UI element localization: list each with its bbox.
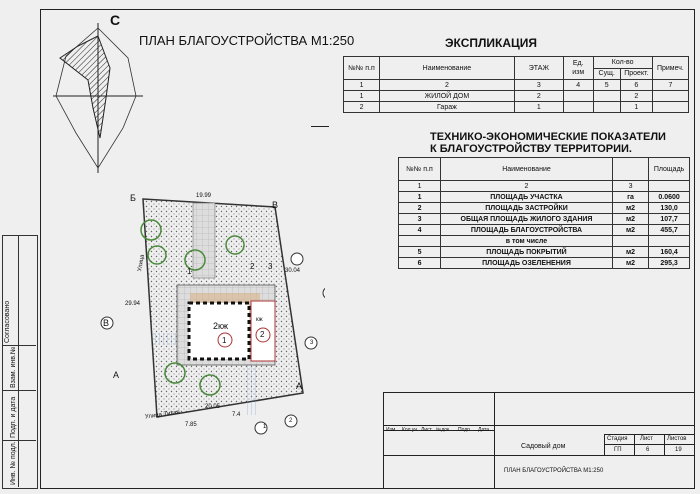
tb-col-doc: №док <box>436 427 450 433</box>
tb-sheet: 6 <box>646 447 650 453</box>
explication-index-row: 1 2 3 4 5 6 7 <box>344 80 689 91</box>
table-row: 2 Гараж 1 1 <box>344 102 689 113</box>
street-bottom: Улица Тихая <box>144 409 181 421</box>
tb-col-date: Дата <box>478 427 490 433</box>
dim-b2: 7.4 <box>232 412 241 418</box>
tb-stage-h: Стадия <box>607 436 628 442</box>
table-row: в том числе <box>399 236 690 247</box>
room-label: 2кж <box>213 321 228 331</box>
corner-b-top: Б <box>130 193 136 203</box>
corner-v-left: В <box>103 318 110 328</box>
house-mark-1: 1 <box>222 336 227 345</box>
wind-rose <box>48 18 148 178</box>
table-row: 1 ПЛОЩАДЬ УЧАСТКА га 0.0600 <box>399 192 690 203</box>
dim-bottom: 20.05 <box>205 404 221 410</box>
stamp-agreed: Согласовано <box>4 300 11 343</box>
table-row: 5 ПЛОЩАДЬ ПОКРЫТИЙ м2 160,4 <box>399 247 690 258</box>
explication-table: №№ п.п Наименование ЭТАЖ Ед. изм Кол-во Примеч. Сущ. Проект. 1 2 3 4 5 6 7 1 ЖИЛОЙ ДОМ 2 2 2 Гараж 1 1 <box>343 56 689 113</box>
plot-num-2: 2 <box>250 262 255 271</box>
tb-sheet-name: ПЛАН БЛАГОУСТРОЙСТВА М1:250 <box>504 468 604 474</box>
table-row: 3 ОБЩАЯ ПЛОЩАДЬ ЖИЛОГО ЗДАНИЯ м2 107,7 <box>399 214 690 225</box>
tb-sheets-h: Листов <box>667 436 687 442</box>
tb-sheet-h: Лист <box>640 436 654 442</box>
bubble-1: 1 <box>263 424 267 430</box>
table-row: 4 ПЛОЩАДЬ БЛАГОУСТРОЙСТВА м2 455,7 <box>399 225 690 236</box>
table-row: 1 ЖИЛОЙ ДОМ 2 2 <box>344 91 689 102</box>
street-left: Улица <box>137 254 146 272</box>
stamp-inv-orig: Инв. № подл. <box>10 441 17 485</box>
site-plan <box>95 185 325 435</box>
corner-a-right: А <box>296 381 303 391</box>
table-row: 2 ПЛОЩАДЬ ЗАСТРОЙКИ м2 130,0 <box>399 203 690 214</box>
tep-table: №№ п.п Наименование Площадь 1 2 3 1 ПЛОЩАДЬ УЧАСТКА га 0.0600 2 ПЛОЩАДЬ ЗАСТРОЙКИ м2 130,0 3 ОБЩАЯ ПЛОЩАДЬ ЖИЛОГО ЗДАНИЯ м2 107,7 4 ПЛОЩАДЬ БЛАГОУСТРОЙСТВА м2 455,7 в том числе 5 ПЛОЩАДЬ ПОКРЫТИЙ м2 160,4 6 ПЛОЩАДЬ ОЗЕЛЕНЕНИЯ м2 295,3 <box>398 157 690 269</box>
table-row: 6 ПЛОЩАДЬ ОЗЕЛЕНЕНИЯ м2 295,3 <box>399 258 690 269</box>
explication-title: ЭКСПЛИКАЦИЯ <box>445 36 538 50</box>
dim-top: 19.99 <box>196 193 212 199</box>
side-stamp <box>2 235 38 489</box>
dim-left: 29.94 <box>125 301 141 307</box>
kzh-label: кж <box>256 317 263 323</box>
main-title: ПЛАН БЛАГОУСТРОЙСТВА М1:250 <box>139 33 355 48</box>
corner-a-left: А <box>113 370 120 380</box>
stamp-inv-sub: Взам. инв.№ <box>10 346 17 388</box>
tb-project: Садовый дом <box>521 443 566 450</box>
bubble-3: 3 <box>310 340 314 346</box>
stamp-sign-date: Подп. и дата <box>10 396 17 438</box>
dim-b1: 7.85 <box>185 422 197 428</box>
house-mark-2: 2 <box>260 330 265 339</box>
tb-col-list: Лист <box>421 427 432 433</box>
north-label: С <box>110 12 121 28</box>
tb-col-kolu: Кол.уч <box>402 427 417 433</box>
tep-index-row: 1 2 3 <box>399 181 690 192</box>
tb-col-sign: Подп. <box>458 427 472 433</box>
tb-col-izm: Изм <box>386 427 396 433</box>
tep-title-line2: К БЛАГОУСТРОЙСТВУ ТЕРРИТОРИИ. <box>430 143 632 155</box>
corner-b-right: В <box>272 200 279 210</box>
tb-stage: ГП <box>614 447 622 453</box>
bubble-2: 2 <box>289 418 293 424</box>
plot-num-1: 1 <box>187 267 192 276</box>
tep-title-line1: ТЕХНИКО-ЭКОНОМИЧЕСКИЕ ПОКАЗАТЕЛИ <box>430 131 666 143</box>
plot-num-3: 3 <box>268 262 273 271</box>
dim-right: 30.04 <box>285 268 301 274</box>
tb-sheets: 19 <box>675 447 682 453</box>
